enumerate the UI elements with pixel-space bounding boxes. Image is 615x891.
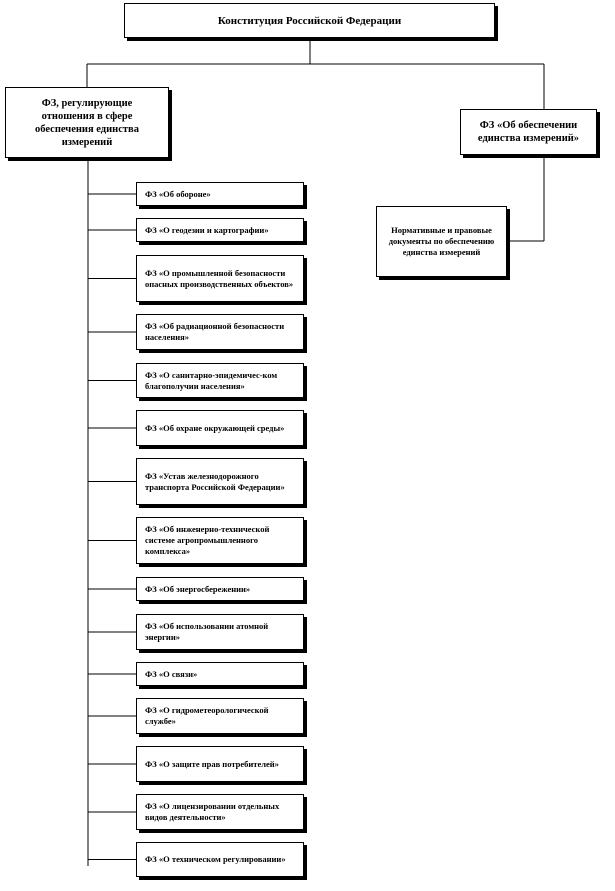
law-label: ФЗ «О санитарно-эпидемичес-ком благополучии населения» bbox=[145, 369, 278, 391]
law-label: ФЗ «Об энергосбережении» bbox=[145, 583, 251, 594]
law-label: ФЗ «Об обороне» bbox=[145, 188, 211, 199]
law-label: ФЗ «О защите прав потребителей» bbox=[145, 758, 279, 769]
law-label: ФЗ «О гидрометеорологической службе» bbox=[145, 705, 269, 726]
law-label: ФЗ «Об инженерно-технической системе агропромышленного комплекса» bbox=[145, 524, 270, 556]
law-label: ФЗ «О лицензировании отдельных видов деятельности» bbox=[145, 801, 280, 822]
law-label: ФЗ «О геодезии и картографии» bbox=[145, 224, 269, 235]
right-branch-label: ФЗ «Об обеспечении единства измерений» bbox=[477, 120, 580, 144]
law-box bbox=[136, 662, 304, 686]
law-box bbox=[136, 218, 304, 242]
root-box bbox=[124, 3, 495, 38]
law-label: ФЗ «Об радиационной безопасности населения» bbox=[145, 321, 285, 342]
left-branch-label: ФЗ, регулирующие отношения в сфере обеспечения единства измерений bbox=[35, 97, 139, 148]
law-label: ФЗ «Об использовании атомной энергии» bbox=[145, 621, 269, 642]
right-branch-box bbox=[460, 109, 597, 155]
law-box bbox=[136, 314, 304, 350]
law-box bbox=[136, 363, 304, 398]
law-box bbox=[136, 410, 304, 446]
law-box bbox=[136, 614, 304, 650]
left-branch-box bbox=[5, 87, 169, 158]
law-label: ФЗ «О промышленной безопасности опасных производственных объектов» bbox=[145, 267, 294, 289]
law-label: ФЗ «Устав железнодорожного транспорта Российской Федерации» bbox=[145, 470, 285, 492]
law-label: ФЗ «О техническом регулировании» bbox=[145, 854, 286, 864]
law-box bbox=[136, 794, 304, 830]
law-box bbox=[136, 698, 304, 734]
normative-docs-box bbox=[376, 206, 507, 277]
law-box bbox=[136, 746, 304, 782]
law-box bbox=[136, 182, 304, 206]
normative-docs-label: Нормативные и правовые документы по обеспечению единства измерений bbox=[388, 225, 495, 257]
law-label: ФЗ «Об охране окружающей среды» bbox=[145, 422, 285, 433]
law-box bbox=[136, 842, 304, 877]
law-box bbox=[136, 577, 304, 601]
law-label: ФЗ «О связи» bbox=[145, 668, 198, 679]
root-label: Конституция Российской Федерации bbox=[217, 14, 402, 27]
law-box bbox=[136, 458, 304, 505]
law-box bbox=[136, 517, 304, 564]
law-box bbox=[136, 255, 304, 302]
